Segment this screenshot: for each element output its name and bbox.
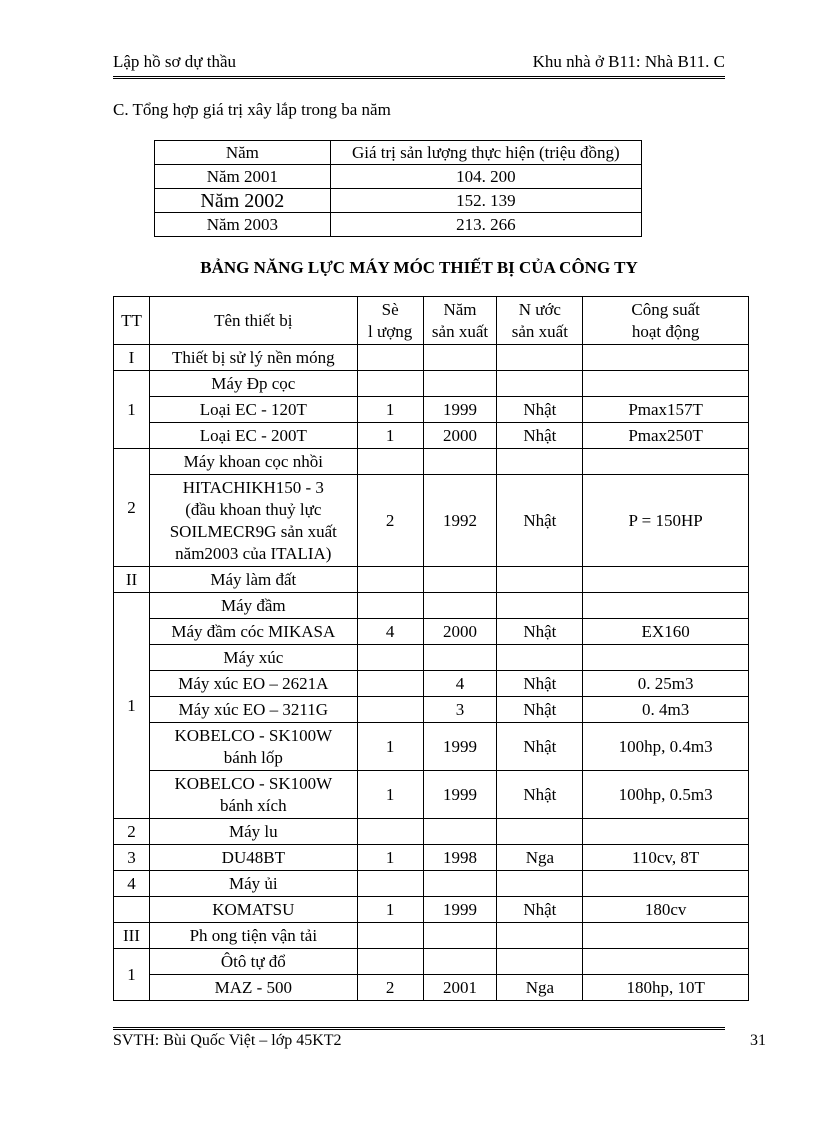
cell-power: 100hp, 0.4m3	[583, 723, 749, 771]
summary-value: 152. 139	[330, 189, 641, 213]
table-row	[155, 213, 642, 237]
cell-country: Nhật	[497, 619, 583, 645]
cell-name: Máy làm đất	[149, 567, 357, 593]
cell-country: Nhật	[497, 897, 583, 923]
cell-country: Nhật	[497, 423, 583, 449]
table-row	[114, 449, 749, 475]
cell-power: 100hp, 0.5m3	[583, 771, 749, 819]
cell-tt: 2	[114, 819, 150, 845]
table-row	[114, 397, 749, 423]
table-row	[155, 141, 642, 165]
cell-qty: 2	[357, 975, 423, 1001]
header-tt: TT	[114, 297, 150, 345]
header-rule	[113, 76, 725, 79]
table-row	[114, 845, 749, 871]
table-row	[114, 871, 749, 897]
equipment-table	[113, 296, 749, 1001]
cell-name: Loại EC - 120T	[149, 397, 357, 423]
cell-name: MAZ - 500	[149, 975, 357, 1001]
page-header	[113, 52, 725, 76]
cell-year: 1999	[423, 771, 497, 819]
cell-country: Nhật	[497, 397, 583, 423]
cell-country: Nhật	[497, 697, 583, 723]
cell-name: Máy khoan cọc nhồi	[149, 449, 357, 475]
cell-name: Máy đầm	[149, 593, 357, 619]
cell-qty: 1	[357, 423, 423, 449]
cell-qty: 4	[357, 619, 423, 645]
cell-power: EX160	[583, 619, 749, 645]
cell-year: 4	[423, 671, 497, 697]
cell-name: Máy đầm cóc MIKASA	[149, 619, 357, 645]
summary-value: 104. 200	[330, 165, 641, 189]
table-row	[155, 189, 642, 213]
cell-tt: 1	[114, 949, 150, 1001]
cell-name: Máy xúc EO – 2621A	[149, 671, 357, 697]
cell-name: HITACHIKH150 - 3 (đầu khoan thuỷ lực SOILMECR9G sản xuất năm2003 của ITALIA)	[149, 475, 357, 567]
cell-tt: 1	[114, 371, 150, 449]
footer-rule	[113, 1027, 725, 1030]
table-row	[114, 567, 749, 593]
cell-country: Nga	[497, 975, 583, 1001]
cell-tt: 3	[114, 845, 150, 871]
table-row	[114, 619, 749, 645]
cell-year: 1999	[423, 397, 497, 423]
header-name: Tên thiết bị	[149, 297, 357, 345]
cell-name: Loại EC - 200T	[149, 423, 357, 449]
header-year: Năm sản xuất	[423, 297, 497, 345]
summary-value: 213. 266	[330, 213, 641, 237]
cell-power: P = 150HP	[583, 475, 749, 567]
cell-name: Ph ong tiện vận tải	[149, 923, 357, 949]
table-row	[114, 771, 749, 819]
header-country: N ước sản xuất	[497, 297, 583, 345]
summary-year: Năm 2003	[155, 213, 331, 237]
cell-name: KOBELCO - SK100W bánh lốp	[149, 723, 357, 771]
cell-qty: 2	[357, 475, 423, 567]
cell-year: 2001	[423, 975, 497, 1001]
cell-power: 180hp, 10T	[583, 975, 749, 1001]
cell-tt: 2	[114, 449, 150, 567]
table-row	[114, 475, 749, 567]
cell-tt: 1	[114, 593, 150, 819]
table-row	[155, 165, 642, 189]
cell-year: 1998	[423, 845, 497, 871]
cell-tt: III	[114, 923, 150, 949]
cell-year: 1999	[423, 897, 497, 923]
cell-tt: 4	[114, 871, 150, 897]
header-right-text: Khu nhà ở B11: Nhà B11. C	[532, 52, 725, 71]
cell-tt: II	[114, 567, 150, 593]
cell-name: Máy xúc	[149, 645, 357, 671]
cell-name: Máy ủi	[149, 871, 357, 897]
cell-power: Pmax157T	[583, 397, 749, 423]
summary-year: Năm 2001	[155, 165, 331, 189]
summary-header-value: Giá trị sản lượng thực hiện (triệu đồng)	[330, 141, 641, 165]
cell-power: 110cv, 8T	[583, 845, 749, 871]
table-row	[114, 671, 749, 697]
table-row	[114, 975, 749, 1001]
cell-name: Máy xúc EO – 3211G	[149, 697, 357, 723]
summary-year: Năm 2002	[155, 189, 331, 213]
page-number: 31	[750, 1032, 766, 1049]
cell-country: Nhật	[497, 723, 583, 771]
table-row	[114, 819, 749, 845]
summary-header-year: Năm	[155, 141, 331, 165]
cell-name: Máy lu	[149, 819, 357, 845]
cell-country: Nhật	[497, 671, 583, 697]
table-header-row	[114, 297, 749, 345]
table-row	[114, 949, 749, 975]
cell-year: 3	[423, 697, 497, 723]
cell-name: Thiết bị sử lý nền móng	[149, 345, 357, 371]
cell-qty: 1	[357, 897, 423, 923]
table-row	[114, 897, 749, 923]
cell-name: Ôtô tự đổ	[149, 949, 357, 975]
footer-author: SVTH: Bùi Quốc Việt – lớp 45KT2	[113, 1032, 342, 1049]
cell-name: KOBELCO - SK100W bánh xích	[149, 771, 357, 819]
table-row	[114, 423, 749, 449]
cell-name: Máy Đp cọc	[149, 371, 357, 397]
cell-year: 1992	[423, 475, 497, 567]
cell-country: Nga	[497, 845, 583, 871]
section-title: C. Tổng hợp giá trị xây lắp trong ba năm	[113, 100, 391, 119]
cell-qty: 1	[357, 397, 423, 423]
cell-power: 180cv	[583, 897, 749, 923]
table-row	[114, 371, 749, 397]
header-power: Công suất hoạt động	[583, 297, 749, 345]
cell-power: Pmax250T	[583, 423, 749, 449]
table-row	[114, 345, 749, 371]
table-row	[114, 723, 749, 771]
table-row	[114, 645, 749, 671]
cell-power: 0. 25m3	[583, 671, 749, 697]
cell-tt: I	[114, 345, 150, 371]
cell-year: 2000	[423, 423, 497, 449]
header-qty: Sè l ượng	[357, 297, 423, 345]
cell-name: KOMATSU	[149, 897, 357, 923]
cell-name: DU48BT	[149, 845, 357, 871]
summary-table	[154, 140, 642, 237]
cell-power: 0. 4m3	[583, 697, 749, 723]
equipment-table-title: BẢNG NĂNG LỰC MÁY MÓC THIẾT BỊ CỦA CÔNG TY	[200, 258, 638, 277]
table-row	[114, 593, 749, 619]
cell-qty: 1	[357, 771, 423, 819]
header-left-text: Lập hồ sơ dự thầu	[113, 52, 237, 71]
cell-country: Nhật	[497, 475, 583, 567]
table-row	[114, 697, 749, 723]
cell-qty: 1	[357, 845, 423, 871]
cell-year: 2000	[423, 619, 497, 645]
cell-qty: 1	[357, 723, 423, 771]
cell-country: Nhật	[497, 771, 583, 819]
cell-year: 1999	[423, 723, 497, 771]
table-row	[114, 923, 749, 949]
